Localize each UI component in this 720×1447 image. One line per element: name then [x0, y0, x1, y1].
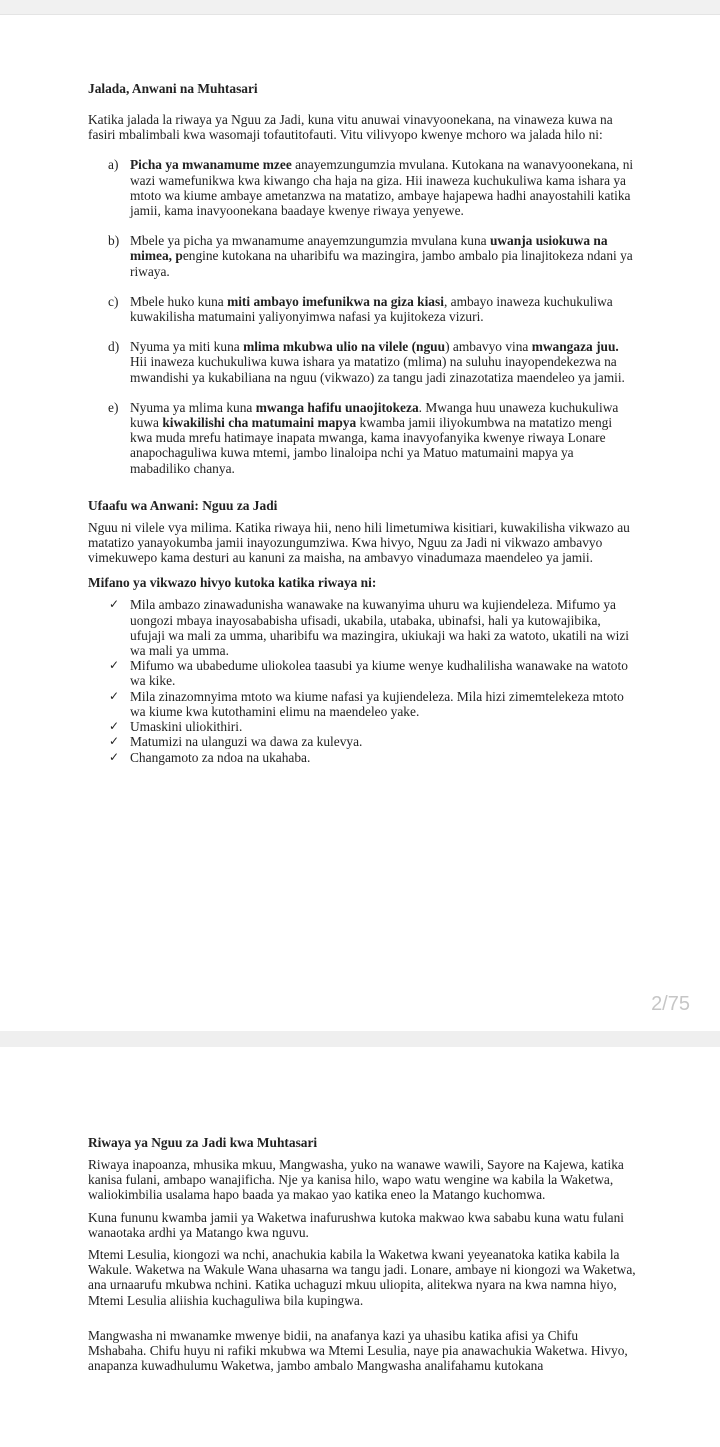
viewer-top-bar [0, 0, 720, 15]
item-text: Matumizi na ulanguzi wa dawa za kulevya. [130, 734, 363, 750]
checkmark-icon: ✓ [109, 719, 120, 734]
checkmark-icon: ✓ [109, 597, 120, 612]
summary-paragraph: Mangwasha ni mwanamke mwenye bidii, na anafanya kazi ya uhasibu katika afisi ya Chifu Mshabaha. Chifu huyu ni rafiki mkubwa wa Mtemi Lesulia, naye pia anawachukia Waketwa. Hivyo, anapanza kuwadhulumu Waketwa, jambo ambalo Mangwasha analifahamu kutokana [88, 1327, 628, 1374]
list-item [88, 597, 636, 658]
item-bold: miti ambayo imefunikwa na giza kiasi [227, 293, 444, 309]
item-text: Mila ambazo zinawadunisha wanawake na kuwanyima uhuru wa kujiendeleza. Mifumo ya uongozi mbaya inayosababisha ufisadi, ukabila, utabaka, ubinafsi, hali ya kutowajibika, ufujaji wa mali za umma, uharibifu wa mazingira, ukiukaji wa haki za watoto, ukatili na wizi wa mali ya umma. [130, 597, 630, 659]
section-heading-title-suitability: Ufaafu wa Anwani: Nguu za Jadi [88, 497, 278, 513]
page-content [88, 81, 636, 765]
list-item [88, 400, 636, 476]
item-text: Mbele huko kuna [130, 293, 228, 309]
item-text: Mifumo wa ubabedume uliokolea taasubi ya kiume wenye kudhalilisha wanawake na watoto wa kike. [130, 658, 628, 689]
list-item [88, 157, 636, 218]
item-text: Mila zinazomnyima mtoto wa kiume nafasi ya kujiendeleza. Mila hizi zimemtelekeza mtoto wa kiume kwa kutothamini elimu na maendeleo yake. [130, 688, 624, 719]
list-item [88, 719, 636, 734]
item-text: engine kutokana na uharibifu wa mazingira, jambo ambalo pia linajitokeza ndani ya riwaya. [130, 248, 633, 279]
page-number-indicator: 2/75 [651, 993, 690, 1015]
item-text: kwamba jamii iliyokumbwa na matatizo mengi kwa muda mrefu hatimaye inapata mwanga, kama inavyofanyika kwenye riwaya Lonare anapochaguliwa kuwa mtemi, jambo linaloipa nchi ya Matuo matumaini mapya ya mabadiliko chanya. [130, 415, 613, 476]
item-text: Changamoto za ndoa na ukahaba. [130, 749, 311, 765]
page-separator [0, 1031, 720, 1047]
item-bold: mwanga hafifu unaojitokeza [255, 399, 419, 415]
checkmark-icon: ✓ [109, 658, 120, 673]
item-text: Mbele ya picha ya mwanamume anayemzungumzia mvulana kuna [130, 233, 490, 249]
page-content [88, 1135, 636, 1373]
list-item [88, 233, 636, 279]
item-text: Nyuma ya miti kuna [130, 339, 244, 355]
title-paragraph: Nguu ni vilele vya milima. Katika riwaya hii, neno hili limetumiwa kisitiari, kuwakilisha vikwazo au matatizo yanayokumba jamii inayozungumziwa. Kwa hivyo, Nguu za Jadi ni vikwazo ambavyo vimekuwepo kama desturi au kanuni za maisha, na ambavyo vinadumaza maendeleo ya jamii. [88, 519, 630, 566]
item-bold: mwangaza juu. [531, 339, 619, 355]
item-label: d) [108, 339, 120, 355]
item-label: b) [108, 233, 120, 249]
list-item [88, 339, 636, 385]
item-bold: kiwakilishi cha matumaini mapya [162, 415, 357, 431]
list-item [88, 734, 636, 749]
document-page-3 [0, 1047, 720, 1447]
item-text: Hii inaweza kuchukuliwa kuwa ishara ya matatizo (mlima) na suluhu inayopendekezwa na mwandishi ya kukabiliana na nguu (vikwazo) za tangu jadi zinazotatiza maendeleo ya jamii. [130, 354, 625, 385]
section-heading-cover: Jalada, Anwani na Muhtasari [88, 81, 258, 96]
section-heading-summary: Riwaya ya Nguu za Jadi kwa Muhtasari [88, 1135, 318, 1150]
list-item [88, 658, 636, 688]
document-page-2 [0, 15, 720, 1031]
intro-paragraph: Katika jalada la riwaya ya Nguu za Jadi, kuna vitu anuwai vinavyoonekana, na vinaweza kuwa na fasiri mbalimbali kwa wasomaji tofautitofauti. Vitu vilivyopo kwenye mchoro wa jalada hilo ni: [88, 112, 613, 143]
summary-paragraph: Riwaya inapoanza, mhusika mkuu, Mangwasha, yuko na wanawe wawili, Sayore na Kajewa, katika kanisa fulani, ambapo wanajificha. Nje ya kanisa hilo, wapo watu wengine wa kabila la Waketwa, waliokimbilia usalama hapo baada ya makao yao katika eneo la Matango kuchomwa. [88, 1157, 624, 1203]
item-label: e) [108, 399, 119, 415]
checkmark-icon: ✓ [109, 749, 120, 764]
list-item [88, 750, 636, 765]
item-label: c) [108, 293, 119, 309]
item-text: . Mwanga huu unaweza kuchukuliwa kuwa [130, 399, 619, 431]
list-item [88, 689, 636, 719]
section-heading-examples: Mifano ya vikwazo hivyo kutoka katika riwaya ni: [88, 575, 377, 591]
checkmark-icon: ✓ [109, 688, 120, 703]
list-item [88, 294, 636, 324]
item-bold: Picha ya mwanamume mzee [130, 157, 292, 173]
item-text: ) ambavyo vina [445, 339, 532, 355]
item-text: , ambayo inaweza kuchukuliwa kuwakilisha matumaini yaliyonyimwa nafasi ya kujitokeza vizuri. [130, 293, 613, 325]
item-text: Umaskini uliokithiri. [130, 719, 243, 735]
item-text: anayemzungumzia mvulana. Kutokana na wanavyoonekana, ni wazi wamefunikwa kwa kiwango cha haja na giza. Hii inaweza kuchukuliwa kama ishara ya mtoto wa kiume ambaye ametanzwa na matatizo, ambaye hajapewa hadhi anayostahili katika jamii, kama inavyoonekana baadaye kwenye riwaya yenyewe. [130, 157, 634, 219]
checkmark-icon: ✓ [109, 734, 120, 749]
item-label: a) [108, 157, 119, 173]
item-bold: mlima mkubwa ulio na vilele (nguu [243, 339, 446, 355]
summary-paragraph: Kuna fununu kwamba jamii ya Waketwa inafurushwa kutoka makwao kwa sababu kuna watu fulani wanaotaka ardhi ya Matango kwa nguvu. [88, 1209, 625, 1240]
item-bold: uwanja usiokuwa na mimea, p [130, 233, 608, 264]
summary-paragraph: Mtemi Lesulia, kiongozi wa nchi, anachukia kabila la Waketwa kwani yeyeanatoka katika kabila la Wakule. Waketwa na Wakule Wana uhasarna wa tangu jadi. Lonare, ambaye ni kiongozi wa Waketwa, ana urnaarufu mkubwa nchini. Katika uchaguzi mkuu uliopita, alitekwa nyara na kwa namna hiyo, Mtemi Lesulia aliishia kuchaguliwa bila kupingwa. [88, 1247, 636, 1308]
item-text: Nyuma ya mlima kuna [130, 399, 256, 415]
examples-list [88, 597, 636, 764]
cover-items-list [88, 157, 636, 475]
